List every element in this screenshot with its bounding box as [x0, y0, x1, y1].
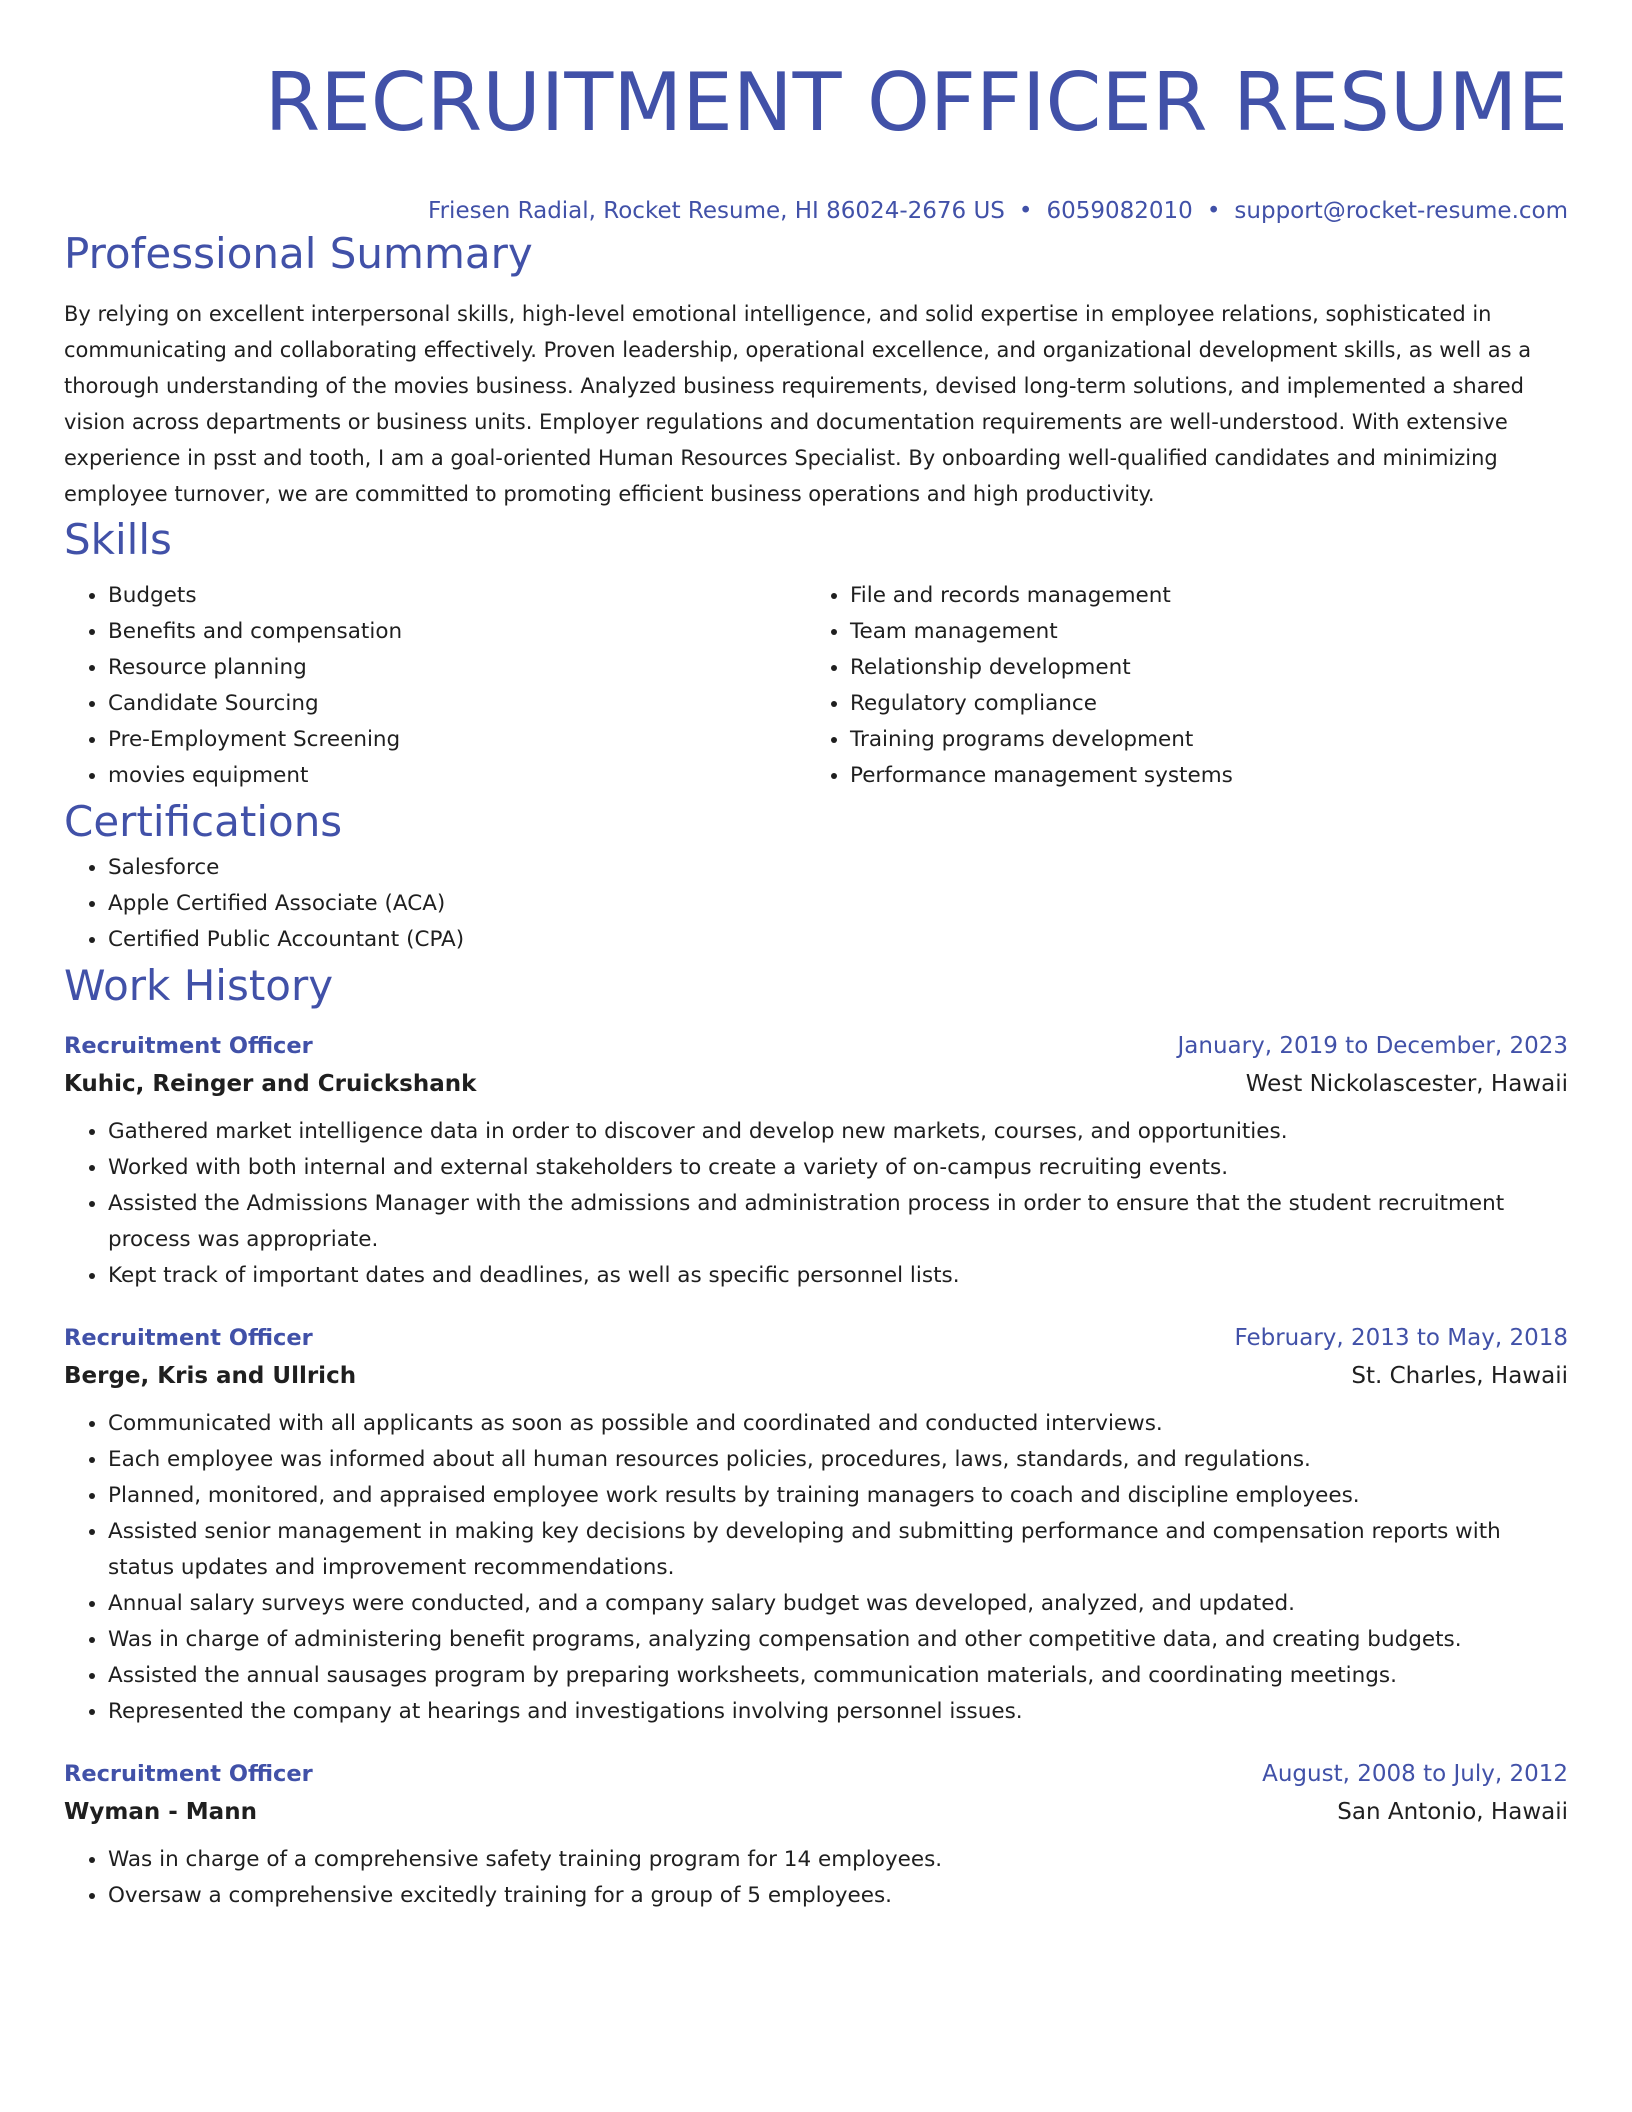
summary-heading: Professional Summary	[64, 229, 533, 278]
job-company: Berge, Kris and Ullrich	[64, 1363, 357, 1389]
work-history-heading: Work History	[64, 961, 334, 1010]
job-bullet: • Communicated with all applicants as soon as possible and coordinated and conducted interviews.	[108, 1406, 1568, 1442]
job-company: Wyman - Mann	[64, 1799, 257, 1825]
job-bullet: • Worked with both internal and external stakeholders to create a variety of on-campus recruiting events.	[108, 1150, 1568, 1186]
job-bullet: • Assisted the Admissions Manager with the admissions and administration process in order to ensure that the student recruitment process was appropriate.	[108, 1186, 1568, 1258]
skill-item: • Resource planning	[108, 650, 806, 686]
job-header-row	[64, 1028, 1568, 1064]
job-bullet: • Oversaw a comprehensive excitedly training for a group of 5 employees.	[108, 1878, 1568, 1914]
skills-column-right	[806, 578, 1548, 794]
job-bullet: • Kept track of important dates and deadlines, as well as specific personnel lists.	[108, 1258, 1568, 1294]
job-header-row	[64, 1320, 1568, 1356]
skills-heading: Skills	[64, 515, 172, 564]
job-bullet: • Planned, monitored, and appraised employee work results by training managers to coach and discipline employees.	[108, 1478, 1568, 1514]
skill-item: • Pre-Employment Screening	[108, 722, 806, 758]
certifications-list	[64, 850, 1568, 958]
skill-item: • Budgets	[108, 578, 806, 614]
job-dates: January, 2019 to December, 2023	[1177, 1033, 1568, 1059]
job-bullet: • Gathered market intelligence data in order to discover and develop new markets, courses, and opportunities.	[108, 1114, 1568, 1150]
job-header-row	[64, 1756, 1568, 1792]
job-bullet: • Was in charge of administering benefit programs, analyzing compensation and other competitive data, and creating budgets.	[108, 1622, 1568, 1658]
job-title: Recruitment Officer	[64, 1325, 313, 1351]
skills-list-right	[806, 578, 1548, 794]
job-bullet: • Assisted the annual sausages program by preparing worksheets, communication materials, and coordinating meetings.	[108, 1658, 1568, 1694]
skill-item: • Candidate Sourcing	[108, 686, 806, 722]
contact-address: Friesen Radial, Rocket Resume, HI 86024-2676 US	[428, 198, 1005, 224]
job-company-row	[64, 1792, 1568, 1832]
job-dates: August, 2008 to July, 2012	[1262, 1761, 1568, 1787]
resume-page	[64, 0, 1568, 1914]
page-title: RECRUITMENT OFFICER RESUME	[264, 56, 1568, 149]
job-bullet: • Annual salary surveys were conducted, and a company salary budget was developed, analyzed, and updated.	[108, 1586, 1568, 1622]
job-dates: February, 2013 to May, 2018	[1234, 1325, 1568, 1351]
skill-item: • Benefits and compensation	[108, 614, 806, 650]
job-location: St. Charles, Hawaii	[1351, 1363, 1568, 1389]
job-bullet: • Was in charge of a comprehensive safety training program for 14 employees.	[108, 1842, 1568, 1878]
contact-separator: •	[1018, 198, 1033, 224]
job-bullets	[64, 1114, 1568, 1294]
summary-text: By relying on excellent interpersonal skills, high-level emotional intelligence, and solid expertise in employee relations, sophisticated in communicating and collaborating effectively. Proven leadership, operational excellence, and organizational development skills, as well as a thorough understanding of the movies business. Analyzed business requirements, devised long-term solutions, and implemented a shared vision across departments or business units. Employer regulations and documentation requirements are well-understood. With extensive experience in psst and tooth, I am a goal-oriented Human Resources Specialist. By onboarding well-qualified candidates and minimizing employee turnover, we are committed to promoting efficient business operations and high productivity.	[64, 302, 1532, 506]
contact-separator: •	[1206, 198, 1221, 224]
job-location: West Nickolascester, Hawaii	[1245, 1071, 1568, 1097]
skill-item: • Team management	[850, 614, 1548, 650]
job-bullet: • Assisted senior management in making key decisions by developing and submitting performance and compensation reports with status updates and improvement recommendations.	[108, 1514, 1568, 1586]
skill-item: • Relationship development	[850, 650, 1548, 686]
job-entry	[64, 1756, 1568, 1914]
job-entry	[64, 1320, 1568, 1730]
certification-item: • Certified Public Accountant (CPA)	[108, 922, 1568, 958]
job-bullet: • Each employee was informed about all human resources policies, procedures, laws, standards, and regulations.	[108, 1442, 1568, 1478]
skills-column-left	[64, 578, 806, 794]
certification-item: • Salesforce	[108, 850, 1568, 886]
contact-phone: 6059082010	[1046, 198, 1193, 224]
skill-item: • File and records management	[850, 578, 1548, 614]
job-title: Recruitment Officer	[64, 1033, 313, 1059]
skill-item: • Performance management systems	[850, 758, 1548, 794]
contact-email: support@rocket-resume.com	[1234, 198, 1568, 224]
certification-item: • Apple Certified Associate (ACA)	[108, 886, 1568, 922]
skills-list-left	[64, 578, 806, 794]
job-bullets	[64, 1842, 1568, 1914]
job-bullet: • Represented the company at hearings and investigations involving personnel issues.	[108, 1694, 1568, 1730]
job-company-row	[64, 1356, 1568, 1396]
skills-columns	[64, 578, 1568, 794]
job-bullets	[64, 1406, 1568, 1730]
job-company: Kuhic, Reinger and Cruickshank	[64, 1071, 477, 1097]
job-entry	[64, 1028, 1568, 1294]
job-location: San Antonio, Hawaii	[1337, 1799, 1568, 1825]
job-company-row	[64, 1064, 1568, 1104]
certifications-heading: Certifications	[64, 797, 343, 846]
skill-item: • Training programs development	[850, 722, 1548, 758]
job-title: Recruitment Officer	[64, 1761, 313, 1787]
skill-item: • Regulatory compliance	[850, 686, 1548, 722]
contact-line	[64, 196, 1568, 226]
skill-item: • movies equipment	[108, 758, 806, 794]
